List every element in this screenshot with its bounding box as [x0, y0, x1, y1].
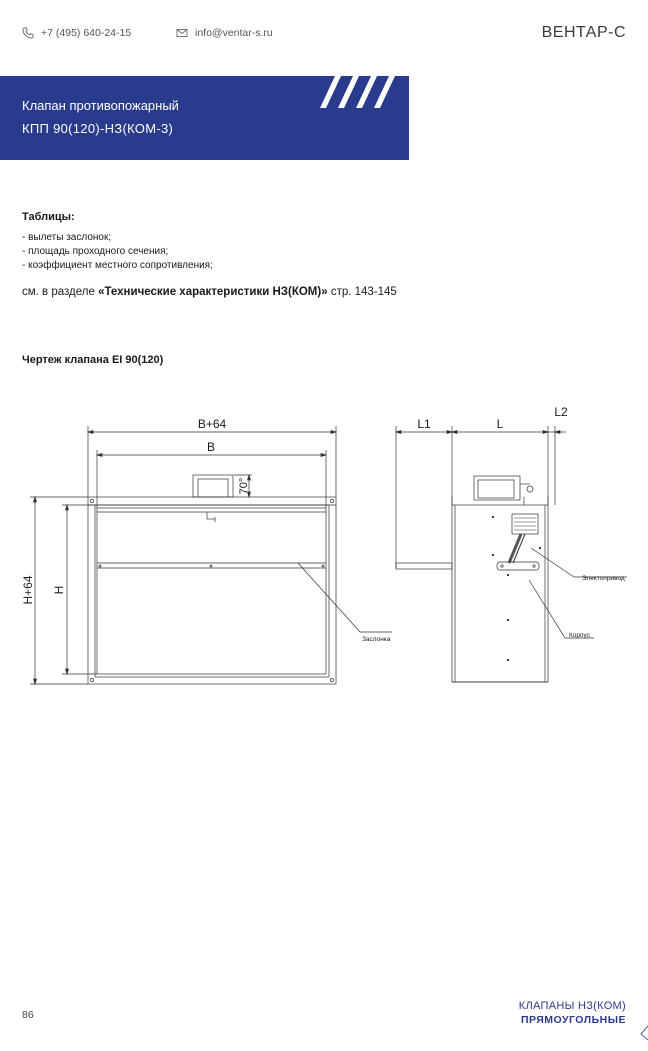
valve-drawing — [0, 395, 648, 695]
label-angle: 70° — [238, 477, 250, 495]
label-actuator: Электопривод — [582, 575, 625, 582]
label-l1: L1 — [417, 417, 431, 431]
label-housing: Корпус — [569, 632, 590, 639]
reference-text — [22, 286, 397, 298]
reference-prefix: см. в разделе — [22, 286, 99, 298]
tables-list — [22, 231, 213, 273]
label-b64: B+64 — [197, 417, 227, 431]
header-phone[interactable] — [22, 27, 131, 39]
list-item: - площадь проходного сечения; — [22, 246, 169, 257]
banner-title-line2: КПП 90(120)-НЗ(КОМ-3) — [22, 121, 174, 136]
label-l2: L2 — [554, 405, 568, 419]
label-h: H — [52, 585, 66, 595]
label-b: B — [206, 440, 216, 454]
reference-link[interactable]: «Технические характеристики НЗ(КОМ)» — [98, 286, 328, 298]
stripes-decoration — [318, 76, 409, 160]
phone-icon — [22, 27, 34, 39]
list-item: - вылеты заслонок; — [22, 232, 112, 243]
mail-icon — [176, 27, 188, 39]
footer-category-line2: ПРЯМОУГОЛЬНЫЕ — [520, 1014, 626, 1026]
header-email[interactable] — [176, 27, 273, 39]
footer-category-line1: КЛАПАНЫ НЗ(КОМ) — [518, 1000, 626, 1012]
title-banner — [0, 76, 409, 160]
banner-title-line1: Клапан противопожарный — [22, 98, 179, 113]
email-text: info@ventar-s.ru — [195, 27, 273, 39]
corner-arrow-icon — [638, 1024, 648, 1042]
brand-logo: ВЕНТАР-С — [541, 24, 626, 41]
footer-category — [519, 1000, 626, 1026]
phone-text: +7 (495) 640-24-15 — [41, 27, 132, 39]
label-damper: Заслонка — [362, 636, 391, 643]
list-item: - коэффициент местного сопротивления; — [22, 260, 213, 271]
page-number: 86 — [22, 1009, 34, 1021]
reference-suffix: стр. 143-145 — [327, 286, 397, 298]
tables-heading: Таблицы: — [22, 211, 75, 223]
label-h64: H+64 — [21, 575, 35, 605]
drawing-heading: Чертеж клапана EI 90(120) — [22, 354, 164, 366]
label-l: L — [496, 417, 504, 431]
